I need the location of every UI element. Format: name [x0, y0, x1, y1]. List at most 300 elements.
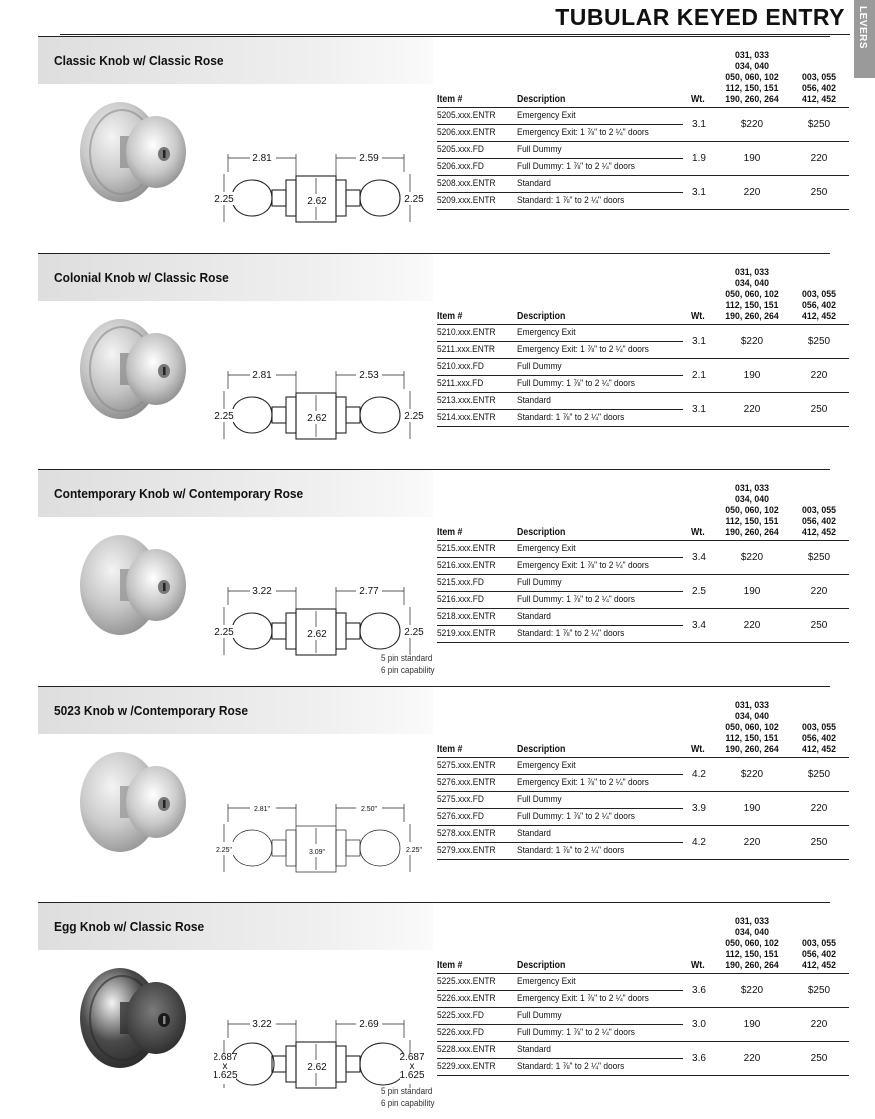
item-description: Full Dummy — [517, 577, 562, 588]
header-text: Wt. — [691, 959, 705, 971]
section-header — [38, 902, 433, 950]
dim-left: 2.81" — [253, 806, 271, 813]
dimension-diagram — [214, 148, 424, 248]
cell-item — [437, 107, 517, 124]
price-group2: 250 — [789, 175, 849, 209]
cell-description — [517, 574, 683, 591]
cell-item — [437, 842, 517, 859]
dim-side-right: 2.25 — [404, 411, 424, 422]
price-group1: 190 — [715, 358, 789, 392]
item-number: 5211.xxx.ENTR — [437, 344, 495, 355]
price-group1: $220 — [715, 107, 789, 141]
header-text: Description — [517, 959, 566, 971]
finish-code-line: 190, 260, 264 — [725, 526, 779, 538]
cell-item — [437, 192, 517, 209]
spec-table — [437, 263, 849, 427]
pin-note — [381, 1085, 435, 1109]
item-number: 5226.xxx.ENTR — [437, 993, 496, 1004]
weight-value: 3.9 — [683, 791, 715, 825]
price-group1: 190 — [715, 574, 789, 608]
dim-side-left: 2.25" — [215, 847, 233, 854]
item-number: 5205.xxx.ENTR — [437, 110, 496, 121]
cell-item — [437, 358, 517, 375]
price-group2: 220 — [789, 1007, 849, 1041]
finish-code-line: 412, 452 — [801, 959, 837, 971]
cell-item — [437, 1041, 517, 1058]
cell-description — [517, 1041, 683, 1058]
section-rule — [433, 902, 830, 903]
knob-photo — [72, 92, 192, 212]
finish-code-line: 003, 055 — [801, 504, 837, 516]
finish-code-line: 003, 055 — [801, 288, 837, 300]
cell-item — [437, 791, 517, 808]
item-description: Emergency Exit: 1 ⅞" to 2 ¼" doors — [517, 127, 649, 138]
col-header-wt — [683, 696, 715, 757]
cell-description — [517, 591, 683, 608]
item-number: 5216.xxx.ENTR — [437, 560, 496, 571]
col-header-price-group1 — [715, 263, 789, 324]
item-description: Standard — [517, 1044, 551, 1055]
col-header-price-group1 — [715, 46, 789, 107]
cell-description — [517, 1024, 683, 1041]
table-row — [437, 392, 849, 409]
item-description: Emergency Exit: 1 ⅞" to 2 ¼" doors — [517, 993, 649, 1004]
finish-code-line: 112, 150, 151 — [725, 82, 779, 94]
item-number: 5228.xxx.ENTR — [437, 1044, 496, 1055]
item-description: Full Dummy: 1 ⅞" to 2 ¼" doors — [517, 594, 635, 605]
item-number: 5278.xxx.ENTR — [437, 828, 496, 839]
price-group1: $220 — [715, 973, 789, 1007]
knob-photo — [72, 525, 192, 645]
price-group2: $250 — [789, 540, 849, 574]
section-title: 5023 Knob w /Contemporary Rose — [54, 703, 249, 718]
cell-item — [437, 608, 517, 625]
col-header-description — [517, 263, 683, 324]
item-number: 5218.xxx.ENTR — [437, 611, 496, 622]
weight-value: 3.4 — [683, 608, 715, 642]
knob-image — [72, 92, 192, 217]
knob-image — [72, 742, 192, 867]
col-header-price-group1 — [715, 479, 789, 540]
finish-code-line: 034, 040 — [734, 60, 770, 72]
cell-item — [437, 175, 517, 192]
finish-code-line: 412, 452 — [801, 310, 837, 322]
finish-code-line: 050, 060, 102 — [725, 71, 779, 83]
col-header-item — [437, 912, 517, 973]
item-description: Standard — [517, 611, 551, 622]
table-row — [437, 825, 849, 842]
dim-center: 3.09" — [308, 849, 326, 856]
header-text: Description — [517, 526, 566, 538]
item-description: Standard: 1 ⅞" to 2 ¼" doors — [517, 195, 625, 206]
finish-code-line: 190, 260, 264 — [725, 310, 779, 322]
finish-code-line: 112, 150, 151 — [725, 732, 779, 744]
section-header — [38, 686, 433, 734]
knob-head — [126, 333, 186, 405]
item-number: 5208.xxx.ENTR — [437, 178, 496, 189]
price-group2: 250 — [789, 825, 849, 859]
section-header — [38, 469, 433, 517]
cell-description — [517, 808, 683, 825]
finish-code-line: 112, 150, 151 — [725, 515, 779, 527]
product-section — [0, 36, 854, 251]
dimension-diagram-wrap — [214, 798, 424, 903]
table-row — [437, 175, 849, 192]
cell-item — [437, 124, 517, 141]
col-header-wt — [683, 912, 715, 973]
table-row — [437, 608, 849, 625]
finish-code-line: 112, 150, 151 — [725, 948, 779, 960]
finish-code-line: 412, 452 — [801, 743, 837, 755]
col-header-item — [437, 479, 517, 540]
item-number: 5206.xxx.FD — [437, 161, 484, 172]
item-description: Full Dummy: 1 ⅞" to 2 ¼" doors — [517, 811, 635, 822]
finish-code-line: 056, 402 — [801, 515, 837, 527]
item-description: Full Dummy: 1 ⅞" to 2 ¼" doors — [517, 378, 635, 389]
section-rule — [433, 253, 830, 254]
price-group1: $220 — [715, 540, 789, 574]
side-tab-label: LEVERS — [857, 6, 868, 50]
item-description: Standard: 1 ⅞" to 2 ¼" doors — [517, 412, 625, 423]
dim-center: 2.62 — [307, 1062, 327, 1073]
price-group2: 220 — [789, 358, 849, 392]
item-description: Standard — [517, 395, 551, 406]
product-section — [0, 902, 854, 1117]
item-description: Emergency Exit — [517, 543, 576, 554]
col-header-price-group2 — [789, 912, 849, 973]
finish-code-line: 056, 402 — [801, 948, 837, 960]
header-text: Item # — [437, 310, 463, 322]
page-title: TUBULAR KEYED ENTRY — [555, 4, 845, 30]
cell-item — [437, 574, 517, 591]
finish-code-line: 031, 033 — [734, 915, 770, 927]
header-text: Wt. — [691, 310, 705, 322]
dim-side-right: 2.25 — [404, 194, 424, 205]
cell-description — [517, 625, 683, 642]
table-row — [437, 324, 849, 341]
item-number: 5205.xxx.FD — [437, 144, 484, 155]
item-description: Emergency Exit — [517, 110, 576, 121]
item-number: 5275.xxx.ENTR — [437, 760, 496, 771]
item-description: Emergency Exit — [517, 976, 576, 987]
weight-value: 3.6 — [683, 973, 715, 1007]
pin-note-line: 5 pin standard — [381, 1086, 433, 1096]
item-description: Emergency Exit: 1 ⅞" to 2 ¼" doors — [517, 777, 649, 788]
finish-code-line: 190, 260, 264 — [725, 743, 779, 755]
price-group2: $250 — [789, 324, 849, 358]
section-rule — [433, 686, 830, 687]
item-description: Standard — [517, 178, 551, 189]
table-row — [437, 540, 849, 557]
finish-code-line: 034, 040 — [734, 926, 770, 938]
cell-description — [517, 107, 683, 124]
dim-left: 3.22 — [252, 586, 272, 597]
item-number: 5219.xxx.ENTR — [437, 628, 496, 639]
cell-item — [437, 774, 517, 791]
section-rule — [433, 36, 830, 37]
cell-item — [437, 324, 517, 341]
cell-item — [437, 973, 517, 990]
knob-image — [72, 958, 192, 1083]
col-header-description — [517, 912, 683, 973]
dimension-diagram — [214, 365, 424, 465]
knob-head — [126, 982, 186, 1054]
weight-value: 4.2 — [683, 825, 715, 859]
cell-item — [437, 625, 517, 642]
pin-note-line: 5 pin standard — [381, 653, 433, 663]
cell-description — [517, 973, 683, 990]
price-group2: 220 — [789, 574, 849, 608]
item-number: 5225.xxx.ENTR — [437, 976, 496, 987]
finish-code-line: 050, 060, 102 — [725, 504, 779, 516]
cell-item — [437, 141, 517, 158]
cell-item — [437, 1024, 517, 1041]
finish-code-line: 056, 402 — [801, 299, 837, 311]
cell-item — [437, 341, 517, 358]
cell-description — [517, 409, 683, 426]
cell-item — [437, 1007, 517, 1024]
cell-description — [517, 192, 683, 209]
cell-description — [517, 324, 683, 341]
table-row — [437, 107, 849, 124]
dim-left: 3.22 — [252, 1019, 272, 1030]
dim-side-left: 2.25 — [214, 627, 234, 638]
item-number: 5210.xxx.FD — [437, 361, 484, 372]
finish-code-line: 412, 452 — [801, 526, 837, 538]
cell-item — [437, 540, 517, 557]
finish-code-line: 112, 150, 151 — [725, 299, 779, 311]
price-group2: 220 — [789, 791, 849, 825]
cell-item — [437, 375, 517, 392]
dim-side-left-b: 1.625 — [214, 1070, 238, 1081]
cell-item — [437, 392, 517, 409]
item-number: 5214.xxx.ENTR — [437, 412, 496, 423]
cell-item — [437, 409, 517, 426]
section-rule — [433, 469, 830, 470]
finish-code-line: 031, 033 — [734, 482, 770, 494]
dimension-diagram-wrap — [214, 148, 424, 253]
col-header-wt — [683, 263, 715, 324]
cell-item — [437, 757, 517, 774]
cell-description — [517, 540, 683, 557]
item-number: 5215.xxx.FD — [437, 577, 484, 588]
header-text: Item # — [437, 959, 463, 971]
item-description: Full Dummy: 1 ⅞" to 2 ¼" doors — [517, 161, 635, 172]
knob-head — [126, 116, 186, 188]
cell-description — [517, 175, 683, 192]
weight-value: 3.1 — [683, 392, 715, 426]
weight-value: 1.9 — [683, 141, 715, 175]
item-number: 5211.xxx.FD — [437, 378, 484, 389]
knob-image — [72, 525, 192, 650]
knob-head — [126, 766, 186, 838]
col-header-item — [437, 696, 517, 757]
item-description: Full Dummy — [517, 144, 562, 155]
table-row — [437, 141, 849, 158]
knob-photo — [72, 958, 192, 1078]
price-group1: 220 — [715, 175, 789, 209]
section-title: Colonial Knob w/ Classic Rose — [54, 270, 229, 285]
dim-side-right-x: x — [409, 1061, 415, 1072]
item-number: 5209.xxx.ENTR — [437, 195, 496, 206]
col-header-price-group2 — [789, 479, 849, 540]
item-number: 5225.xxx.FD — [437, 1010, 484, 1021]
item-description: Emergency Exit: 1 ⅞" to 2 ¼" doors — [517, 344, 649, 355]
cell-description — [517, 1007, 683, 1024]
finish-code-line: 050, 060, 102 — [725, 937, 779, 949]
finish-code-line: 003, 055 — [801, 721, 837, 733]
item-number: 5229.xxx.ENTR — [437, 1061, 496, 1072]
weight-value: 2.5 — [683, 574, 715, 608]
cell-description — [517, 842, 683, 859]
item-description: Emergency Exit — [517, 760, 576, 771]
price-group1: 190 — [715, 791, 789, 825]
col-header-description — [517, 479, 683, 540]
dim-center: 2.62 — [307, 196, 327, 207]
finish-code-line: 031, 033 — [734, 266, 770, 278]
cell-item — [437, 1058, 517, 1075]
col-header-price-group1 — [715, 912, 789, 973]
pin-note-line: 6 pin capability — [381, 1098, 435, 1108]
dim-side-left-x: x — [222, 1061, 228, 1072]
header-text: Wt. — [691, 93, 705, 105]
dim-side-right: 2.687 — [399, 1052, 424, 1063]
col-header-price-group2 — [789, 263, 849, 324]
price-group2: $250 — [789, 973, 849, 1007]
col-header-price-group1 — [715, 696, 789, 757]
weight-value: 3.4 — [683, 540, 715, 574]
finish-code-line: 056, 402 — [801, 82, 837, 94]
cell-description — [517, 392, 683, 409]
cell-item — [437, 825, 517, 842]
item-number: 5226.xxx.FD — [437, 1027, 484, 1038]
product-section — [0, 686, 854, 901]
finish-code-line: 034, 040 — [734, 493, 770, 505]
spec-table — [437, 696, 849, 860]
price-group2: 250 — [789, 1041, 849, 1075]
price-group1: 190 — [715, 1007, 789, 1041]
finish-code-line: 190, 260, 264 — [725, 93, 779, 105]
price-group1: $220 — [715, 757, 789, 791]
price-group2: $250 — [789, 107, 849, 141]
cell-item — [437, 591, 517, 608]
weight-value: 2.1 — [683, 358, 715, 392]
cell-description — [517, 375, 683, 392]
finish-code-line: 050, 060, 102 — [725, 721, 779, 733]
finish-code-line: 031, 033 — [734, 49, 770, 61]
price-group1: 220 — [715, 608, 789, 642]
price-group1: 190 — [715, 141, 789, 175]
header-text: Item # — [437, 93, 463, 105]
item-number: 5276.xxx.FD — [437, 811, 484, 822]
dim-side-left: 2.25 — [214, 411, 234, 422]
header-text: Description — [517, 310, 566, 322]
col-header-item — [437, 263, 517, 324]
item-number: 5215.xxx.ENTR — [437, 543, 496, 554]
section-title: Egg Knob w/ Classic Rose — [54, 919, 205, 934]
header-text: Description — [517, 743, 566, 755]
finish-code-line: 050, 060, 102 — [725, 288, 779, 300]
weight-value: 4.2 — [683, 757, 715, 791]
item-description: Standard: 1 ⅞" to 2 ¼" doors — [517, 845, 625, 856]
header-text: Wt. — [691, 743, 705, 755]
dim-side-right-b: 1.625 — [399, 1070, 424, 1081]
cell-description — [517, 358, 683, 375]
col-header-description — [517, 46, 683, 107]
item-description: Emergency Exit: 1 ⅞" to 2 ¼" doors — [517, 560, 649, 571]
finish-code-line: 034, 040 — [734, 277, 770, 289]
dim-right: 2.69 — [359, 1019, 379, 1030]
cell-description — [517, 141, 683, 158]
price-group1: 220 — [715, 825, 789, 859]
dim-left: 2.81 — [252, 370, 272, 381]
product-section — [0, 469, 854, 684]
spec-table — [437, 912, 849, 1076]
section-title: Contemporary Knob w/ Contemporary Rose — [54, 486, 304, 501]
table-row — [437, 1041, 849, 1058]
table-row — [437, 1007, 849, 1024]
knob-image — [72, 309, 192, 434]
finish-code-line: 003, 055 — [801, 71, 837, 83]
finish-code-line: 412, 452 — [801, 93, 837, 105]
col-header-wt — [683, 479, 715, 540]
col-header-price-group2 — [789, 696, 849, 757]
item-description: Standard: 1 ⅞" to 2 ¼" doors — [517, 1061, 625, 1072]
cell-item — [437, 158, 517, 175]
price-group2: 250 — [789, 608, 849, 642]
table-row — [437, 973, 849, 990]
header-text: Wt. — [691, 526, 705, 538]
item-description: Full Dummy — [517, 361, 562, 372]
price-group1: 220 — [715, 1041, 789, 1075]
finish-code-line: 034, 040 — [734, 710, 770, 722]
dim-right: 2.77 — [359, 586, 379, 597]
item-description: Full Dummy — [517, 1010, 562, 1021]
cell-description — [517, 791, 683, 808]
price-group2: $250 — [789, 757, 849, 791]
item-number: 5210.xxx.ENTR — [437, 327, 496, 338]
pin-note — [381, 652, 435, 676]
cell-description — [517, 990, 683, 1007]
item-description: Full Dummy — [517, 794, 562, 805]
side-tab-levers[interactable] — [854, 0, 875, 78]
table-row — [437, 574, 849, 591]
dim-side-left: 2.687 — [214, 1052, 238, 1063]
col-header-price-group2 — [789, 46, 849, 107]
pin-note-line: 6 pin capability — [381, 665, 435, 675]
item-number: 5276.xxx.ENTR — [437, 777, 496, 788]
section-title: Classic Knob w/ Classic Rose — [54, 53, 224, 68]
price-group2: 250 — [789, 392, 849, 426]
cell-description — [517, 557, 683, 574]
table-row — [437, 358, 849, 375]
cell-description — [517, 608, 683, 625]
spec-table — [437, 479, 849, 643]
price-group1: 220 — [715, 392, 789, 426]
dim-left: 2.81 — [252, 153, 272, 164]
table-row — [437, 791, 849, 808]
item-description: Full Dummy: 1 ⅞" to 2 ¼" doors — [517, 1027, 635, 1038]
col-header-description — [517, 696, 683, 757]
section-header — [38, 253, 433, 301]
header-text: Item # — [437, 743, 463, 755]
dim-right: 2.50" — [360, 806, 378, 813]
header-text: Description — [517, 93, 566, 105]
cell-item — [437, 557, 517, 574]
dim-side-left: 2.25 — [214, 194, 234, 205]
col-header-wt — [683, 46, 715, 107]
cell-description — [517, 158, 683, 175]
